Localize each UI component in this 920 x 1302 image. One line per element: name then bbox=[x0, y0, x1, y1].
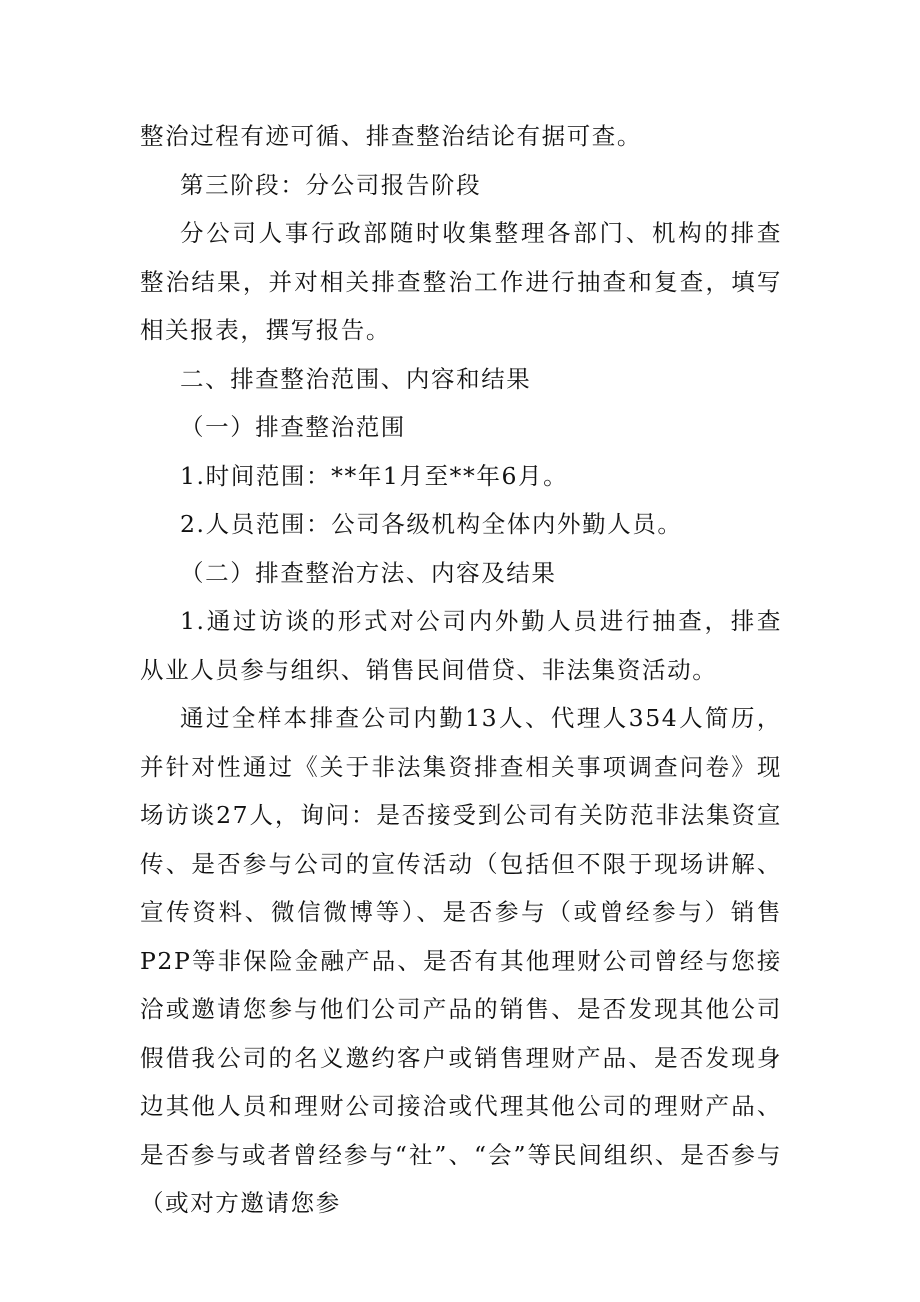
phase-three-heading: 第三阶段：分公司报告阶段 bbox=[180, 170, 482, 199]
subsection-one-heading: （一）排查整治范围 bbox=[180, 413, 406, 441]
method-item-one: 1.通过访谈的形式对公司内外勤人员进行抽查，排查从业人员参与组织、销售民间借贷、非法集资活动。 bbox=[140, 607, 782, 684]
personnel-scope-item: 2.人员范围：公司各级机构全体内外勤人员。 bbox=[180, 510, 683, 538]
paragraph-phase-three: 分公司人事行政部随时收集整理各部门、机构的排查整治结果，并对相关排查整治工作进行抽查和复查，填写相关报表，撰写报告。 bbox=[140, 219, 782, 344]
section-two-heading: 二、排查整治范围、内容和结果 bbox=[180, 364, 532, 393]
paragraph-continuation: 整治过程有迹可循、排查整治结论有据可查。 bbox=[140, 122, 642, 150]
document-body bbox=[140, 112, 782, 1228]
time-scope-item: 1.时间范围：**年1月至**年6月。 bbox=[180, 461, 569, 490]
subsection-two-heading: （二）排查整治方法、内容及结果 bbox=[180, 558, 557, 587]
paragraph-survey-details: 通过全样本排查公司内勤13人、代理人354人简历，并针对性通过《关于非法集资排查相关事项调查问卷》现场访谈27人，询问：是否接受到公司有关防范非法集资宣传、是否参与公司的宣传活动（包括但不限于现场讲解、宣传资料、微信微博等）、是否参与（或曾经参与）销售P2P等非保险金融产品、是否有其他理财公司曾经与您接洽或邀请您参与他们公司产品的销售、是否发现其他公司假借我公司的名义邀约客户或销售理财产品、是否发现身边其他人员和理财公司接洽或代理其他公司的理财产品、是否参与或者曾经参与“社”、“会”等民间组织、是否参与（或对方邀请您参 bbox=[140, 704, 782, 1217]
